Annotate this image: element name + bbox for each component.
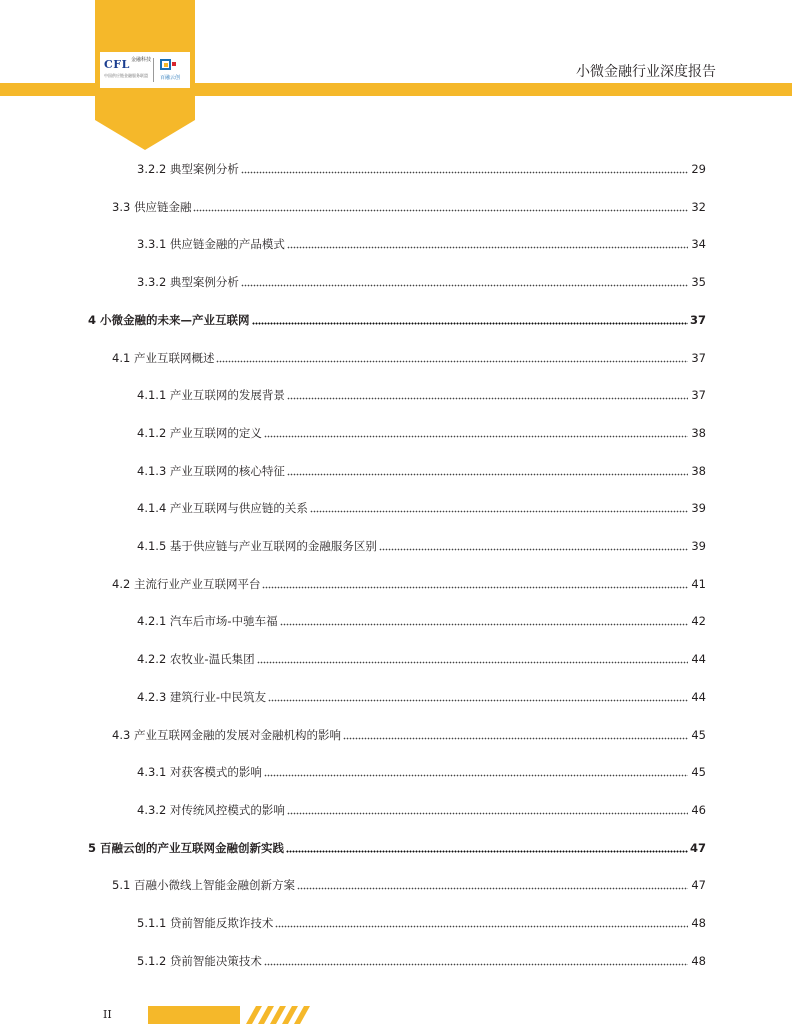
toc-entry[interactable] bbox=[0, 160, 792, 178]
toc-entry-title: 3.2.2 典型案例分析 bbox=[137, 162, 239, 176]
toc-leader-dots bbox=[287, 801, 688, 819]
toc-entry-title: 4.3.2 对传统风控模式的影响 bbox=[137, 803, 285, 817]
toc-entry[interactable] bbox=[0, 349, 792, 367]
toc-entry-page: 45 bbox=[691, 765, 706, 779]
toc-entry-title: 5.1 百融小微线上智能金融创新方案 bbox=[112, 878, 295, 892]
toc-entry-page: 35 bbox=[691, 275, 706, 289]
toc-entry-title: 4.2.1 汽车后市场-中驰车福 bbox=[137, 614, 278, 628]
toc-entry[interactable] bbox=[0, 952, 792, 970]
toc-leader-dots bbox=[287, 386, 688, 404]
toc-entry[interactable] bbox=[0, 726, 792, 744]
cfl-logo-cn: 金融科技 bbox=[131, 57, 152, 63]
toc-leader-dots bbox=[264, 424, 688, 442]
toc-leader-dots bbox=[310, 499, 688, 517]
toc-entry[interactable] bbox=[0, 763, 792, 781]
toc-entry-title: 5 百融云创的产业互联网金融创新实践 bbox=[88, 841, 285, 855]
toc-leader-dots bbox=[343, 726, 688, 744]
toc-entry-title: 4.2.3 建筑行业-中民筑友 bbox=[137, 690, 267, 704]
toc-entry-page: 44 bbox=[691, 690, 706, 704]
toc-entry[interactable] bbox=[0, 612, 792, 630]
toc-leader-dots bbox=[297, 876, 688, 894]
toc-entry[interactable] bbox=[0, 273, 792, 291]
toc-leader-dots bbox=[268, 688, 688, 706]
toc-entry-title: 4.1.3 产业互联网的核心特征 bbox=[137, 464, 285, 478]
footer-stripes bbox=[0, 1006, 792, 1024]
toc-entry-page: 29 bbox=[691, 162, 706, 176]
toc-entry-title: 4.1.4 产业互联网与供应链的关系 bbox=[137, 501, 308, 515]
toc-entry-page: 37 bbox=[691, 351, 706, 365]
toc-leader-dots bbox=[193, 198, 688, 216]
toc-entry[interactable] bbox=[0, 801, 792, 819]
toc-entry-page: 42 bbox=[691, 614, 706, 628]
toc-entry[interactable] bbox=[0, 235, 792, 253]
toc-leader-dots bbox=[275, 914, 688, 932]
toc-entry-title: 4 小微金融的未来—产业互联网 bbox=[88, 313, 250, 327]
toc-entry-title: 5.1.2 贷前智能决策技术 bbox=[137, 954, 262, 968]
logo-divider bbox=[153, 58, 154, 82]
toc-entry-page: 47 bbox=[691, 878, 706, 892]
toc-entry[interactable] bbox=[0, 839, 792, 857]
toc-entry-page: 46 bbox=[691, 803, 706, 817]
toc-entry-page: 38 bbox=[691, 464, 706, 478]
toc-leader-dots bbox=[257, 650, 688, 668]
toc-entry-page: 37 bbox=[691, 388, 706, 402]
toc-entry-title: 4.1.2 产业互联网的定义 bbox=[137, 426, 262, 440]
toc-leader-dots bbox=[216, 349, 688, 367]
toc-entry[interactable] bbox=[0, 537, 792, 555]
toc-leader-dots bbox=[286, 839, 688, 857]
toc-entry-title: 4.3 产业互联网金融的发展对金融机构的影响 bbox=[112, 728, 341, 742]
toc-entry[interactable] bbox=[0, 876, 792, 894]
toc-leader-dots bbox=[252, 311, 688, 329]
toc-entry[interactable] bbox=[0, 914, 792, 932]
bairong-logo-icon bbox=[160, 58, 178, 72]
toc-entry[interactable] bbox=[0, 386, 792, 404]
toc-entry[interactable] bbox=[0, 311, 792, 329]
toc-entry-title: 4.2.2 农牧业-温氏集团 bbox=[137, 652, 255, 666]
toc-leader-dots bbox=[287, 235, 688, 253]
toc-entry-page: 45 bbox=[691, 728, 706, 742]
toc-entry-title: 3.3.2 典型案例分析 bbox=[137, 275, 239, 289]
toc-entry-page: 48 bbox=[691, 954, 706, 968]
toc-entry[interactable] bbox=[0, 424, 792, 442]
toc-entry-page: 48 bbox=[691, 916, 706, 930]
toc-entry-page: 41 bbox=[691, 577, 706, 591]
toc-leader-dots bbox=[262, 575, 688, 593]
toc-entry-page: 39 bbox=[691, 501, 706, 515]
toc-entry-page: 47 bbox=[689, 841, 706, 855]
toc-entry-title: 3.3 供应链金融 bbox=[112, 200, 192, 214]
toc-entry-page: 37 bbox=[689, 313, 706, 327]
page-number: II bbox=[103, 1008, 112, 1021]
toc-entry-title: 4.1.1 产业互联网的发展背景 bbox=[137, 388, 285, 402]
toc-entry-title: 4.3.1 对获客模式的影响 bbox=[137, 765, 262, 779]
toc-entry[interactable] bbox=[0, 198, 792, 216]
toc-entry-page: 32 bbox=[691, 200, 706, 214]
toc-entry-title: 5.1.1 贷前智能反欺诈技术 bbox=[137, 916, 274, 930]
toc-leader-dots bbox=[264, 763, 688, 781]
toc-leader-dots bbox=[264, 952, 688, 970]
toc-entry[interactable] bbox=[0, 688, 792, 706]
report-title: 小微金融行业深度报告 bbox=[576, 64, 716, 80]
toc-entry[interactable] bbox=[0, 462, 792, 480]
toc-entry-page: 38 bbox=[691, 426, 706, 440]
toc-leader-dots bbox=[241, 160, 688, 178]
toc-entry[interactable] bbox=[0, 575, 792, 593]
toc-entry-title: 4.1 产业互联网概述 bbox=[112, 351, 215, 365]
toc-entry-title: 4.2 主流行业产业互联网平台 bbox=[112, 577, 261, 591]
toc-leader-dots bbox=[241, 273, 688, 291]
toc-entry-page: 44 bbox=[691, 652, 706, 666]
cfl-logo-sub: 中国供应链金融服务联盟 bbox=[104, 73, 148, 78]
toc-leader-dots bbox=[280, 612, 688, 630]
toc-entry[interactable] bbox=[0, 499, 792, 517]
toc-entry-page: 39 bbox=[691, 539, 706, 553]
bairong-logo-text: 百融云创 bbox=[160, 75, 181, 81]
cfl-logo: CFL bbox=[104, 58, 130, 71]
toc-entry[interactable] bbox=[0, 650, 792, 668]
toc-entry-title: 4.1.5 基于供应链与产业互联网的金融服务区别 bbox=[137, 539, 377, 553]
toc-entry-page: 34 bbox=[691, 237, 706, 251]
toc-leader-dots bbox=[379, 537, 688, 555]
toc-leader-dots bbox=[287, 462, 688, 480]
toc-entry-title: 3.3.1 供应链金融的产品模式 bbox=[137, 237, 285, 251]
